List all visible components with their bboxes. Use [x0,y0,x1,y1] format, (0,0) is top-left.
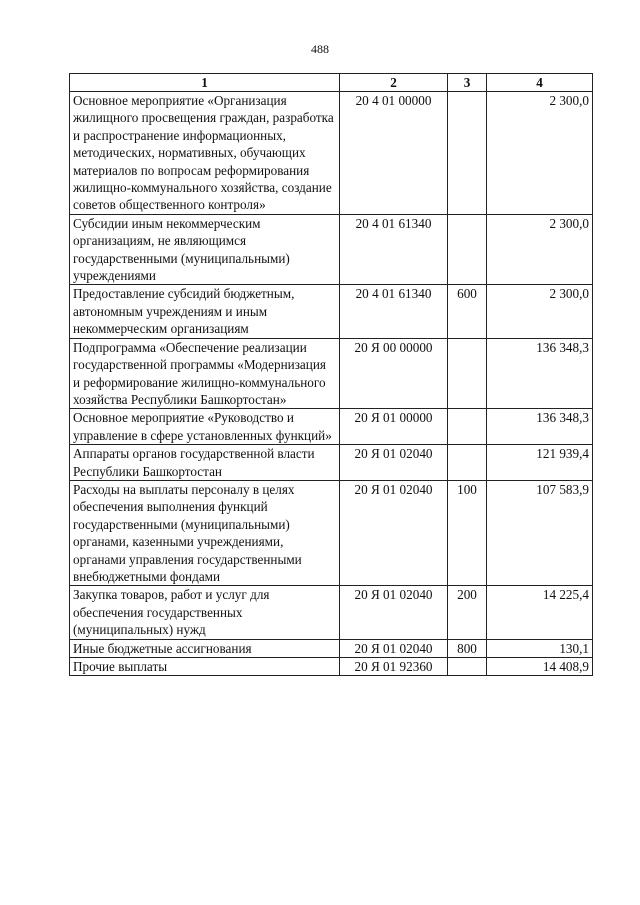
row-expense-type: 600 [448,285,487,338]
row-name: Закупка товаров, работ и услуг для обеспечения государственных (муниципальных) нужд [70,586,340,639]
row-name: Субсидии иным некоммерческим организациям, не являющимся государственными (муниципальными) учреждениями [70,214,340,285]
row-amount: 2 300,0 [487,92,593,215]
row-name: Прочие выплаты [70,658,340,676]
row-name: Иные бюджетные ассигнования [70,639,340,657]
column-header-amount: 4 [487,74,593,92]
row-name: Основное мероприятие «Организация жилищного просвещения граждан, разработка и распространение информационных, методических, нормативных, обучающих материалов по вопросам реформирования жилищно-коммунального хозяйства, создание советов общественного контроля» [70,92,340,215]
table-row [70,639,593,657]
table-row [70,92,593,215]
row-code: 20 Я 01 02040 [340,639,448,657]
table-row [70,409,593,445]
row-amount: 130,1 [487,639,593,657]
table-row [70,338,593,409]
page-number: 488 [311,42,329,56]
budget-table [69,73,593,676]
row-expense-type [448,92,487,215]
row-code: 20 Я 00 00000 [340,338,448,409]
row-name: Основное мероприятие «Руководство и управление в сфере установленных функций» [70,409,340,445]
column-header-type: 3 [448,74,487,92]
row-amount: 2 300,0 [487,285,593,338]
column-header-name: 1 [70,74,340,92]
row-code: 20 Я 01 02040 [340,586,448,639]
table-row [70,658,593,676]
row-expense-type [448,658,487,676]
row-expense-type: 800 [448,639,487,657]
table-row [70,586,593,639]
row-expense-type: 100 [448,480,487,585]
row-amount: 14 408,9 [487,658,593,676]
row-code: 20 Я 01 00000 [340,409,448,445]
row-name: Предоставление субсидий бюджетным, автономным учреждениям и иным некоммерческим организациям [70,285,340,338]
table-row [70,214,593,285]
row-amount: 2 300,0 [487,214,593,285]
row-code: 20 4 01 00000 [340,92,448,215]
row-amount: 107 583,9 [487,480,593,585]
row-code: 20 4 01 61340 [340,285,448,338]
row-name: Подпрограмма «Обеспечение реализации государственной программы «Модернизация и реформирование жилищно-коммунального хозяйства Республики Башкортостан» [70,338,340,409]
row-amount: 136 348,3 [487,409,593,445]
column-header-code: 2 [340,74,448,92]
table-row [70,480,593,585]
row-expense-type [448,214,487,285]
row-code: 20 4 01 61340 [340,214,448,285]
row-amount: 121 939,4 [487,445,593,481]
row-expense-type [448,445,487,481]
table-header-row [70,74,593,92]
row-expense-type: 200 [448,586,487,639]
table-row [70,445,593,481]
row-amount: 14 225,4 [487,586,593,639]
table-row [70,285,593,338]
row-code: 20 Я 01 92360 [340,658,448,676]
row-name: Расходы на выплаты персоналу в целях обеспечения выполнения функций государственными (муниципальными) органами, казенными учреждениями, органами управления государственными внебюджетными фондами [70,480,340,585]
row-code: 20 Я 01 02040 [340,480,448,585]
row-expense-type [448,338,487,409]
row-code: 20 Я 01 02040 [340,445,448,481]
row-name: Аппараты органов государственной власти Республики Башкортостан [70,445,340,481]
row-expense-type [448,409,487,445]
row-amount: 136 348,3 [487,338,593,409]
